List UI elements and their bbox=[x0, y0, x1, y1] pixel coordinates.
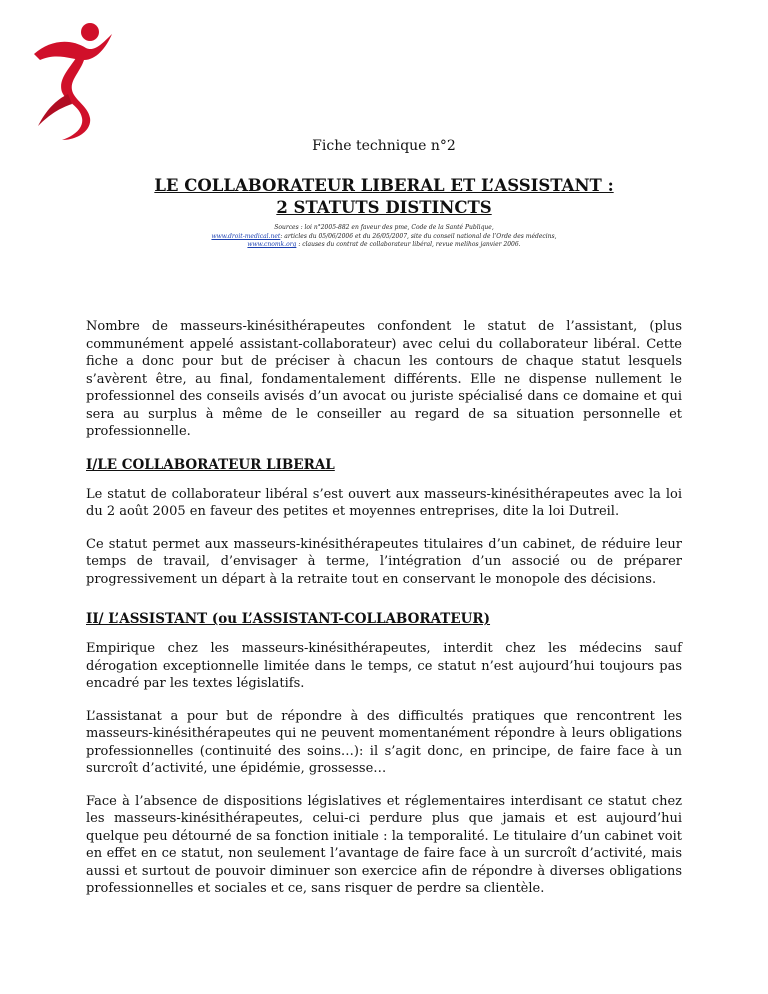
title-line-2: 2 STATUTS DISTINCTS bbox=[276, 198, 492, 217]
section-2-paragraph-2: L’assistanat a pour but de répondre à des difficultés pratiques que rencontrent les masseurs-kinésithérapeutes qui ne peuvent momentanément répondre à leurs obligations professionnelles (continuité des soins…): il s’agit donc, en principe, de faire face à un surcroît d’activité, une épidémie, grossesse… bbox=[86, 708, 682, 776]
section-2-paragraph-3: Face à l’absence de dispositions législatives et réglementaires interdisant ce statut chez les masseurs-kinésithérapeutes, celui-ci perdure plus que jamais et est aujourd’hui quelque peu détourné de sa fonction initiale : la temporalité. Le titulaire d’un cabinet voit en effet en ce statut, non seulement l’avantage de faire face à un surcroît d’activité, mais aussi et surtout de pouvoir diminuer son exercice afin de répondre à diverses obligations professionnelles et sociales et ce, sans risquer de perdre sa clientèle. bbox=[86, 793, 682, 896]
document-body bbox=[86, 318, 682, 898]
sources-block bbox=[0, 224, 768, 250]
section-2-heading: II/ L’ASSISTANT (ou L’ASSISTANT-COLLABORATEUR) bbox=[86, 611, 491, 627]
cnomk-link[interactable]: www.cnomk.org bbox=[247, 241, 297, 248]
sources-line-2-text: : articles du 05/06/2006 et du 26/05/2007, site du conseil national de l’Orde des médecins, bbox=[280, 232, 557, 240]
figure-logo-icon bbox=[28, 14, 120, 144]
fiche-label: Fiche technique n°2 bbox=[312, 138, 456, 154]
section-2-paragraph-1: Empirique chez les masseurs-kinésithérapeutes, interdit chez les médecins sauf dérogation exceptionnelle limitée dans le temps, ce statut n’est aujourd’hui toujours pas encadré par les textes législatifs. bbox=[86, 641, 682, 691]
section-1-paragraph-2: Ce statut permet aux masseurs-kinésithérapeutes titulaires d’un cabinet, de réduire leur temps de travail, d’envisager à terme, l’intégration d’un associé ou de préparer progressivement un départ à la retraite tout en conservant le monopole des décisions. bbox=[86, 536, 682, 587]
sources-line-1: Sources : loi n°2005-882 en faveur des pme, Code de la Santé Publique, bbox=[274, 224, 494, 231]
sources-line-3 bbox=[0, 241, 768, 250]
page-title bbox=[0, 175, 768, 219]
sources-line-3-text: : clauses du contrat de collaborateur libéral, revue melihos janvier 2006. bbox=[296, 241, 521, 248]
section-1-paragraph-1: Le statut de collaborateur libéral s’est ouvert aux masseurs-kinésithérapeutes avec la loi du 2 août 2005 en faveur des petites et moyennes entreprises, dite la loi Dutreil. bbox=[86, 486, 682, 519]
title-line-1: LE COLLABORATEUR LIBERAL ET L’ASSISTANT : bbox=[154, 176, 614, 195]
sources-line-2 bbox=[0, 233, 768, 242]
droit-medical-link[interactable]: www.droit-medical.net bbox=[211, 232, 281, 240]
intro-paragraph: Nombre de masseurs-kinésithérapeutes confondent le statut de l’assistant, (plus communément appelé assistant-collaborateur) avec celui du collaborateur libéral. Cette fiche a donc pour but de préciser à chacun les contours de chaque statut lesquels s’avèrent être, au final, fondamentalement différents. Elle ne dispense nullement le professionnel des conseils avisés d’un avocat ou juriste spécialisé dans ce domaine et qui sera au surplus à même de le conseiller au regard de sa situation personnelle et professionnelle. bbox=[86, 319, 682, 439]
section-1-heading: I/LE COLLABORATEUR LIBERAL bbox=[86, 456, 335, 473]
